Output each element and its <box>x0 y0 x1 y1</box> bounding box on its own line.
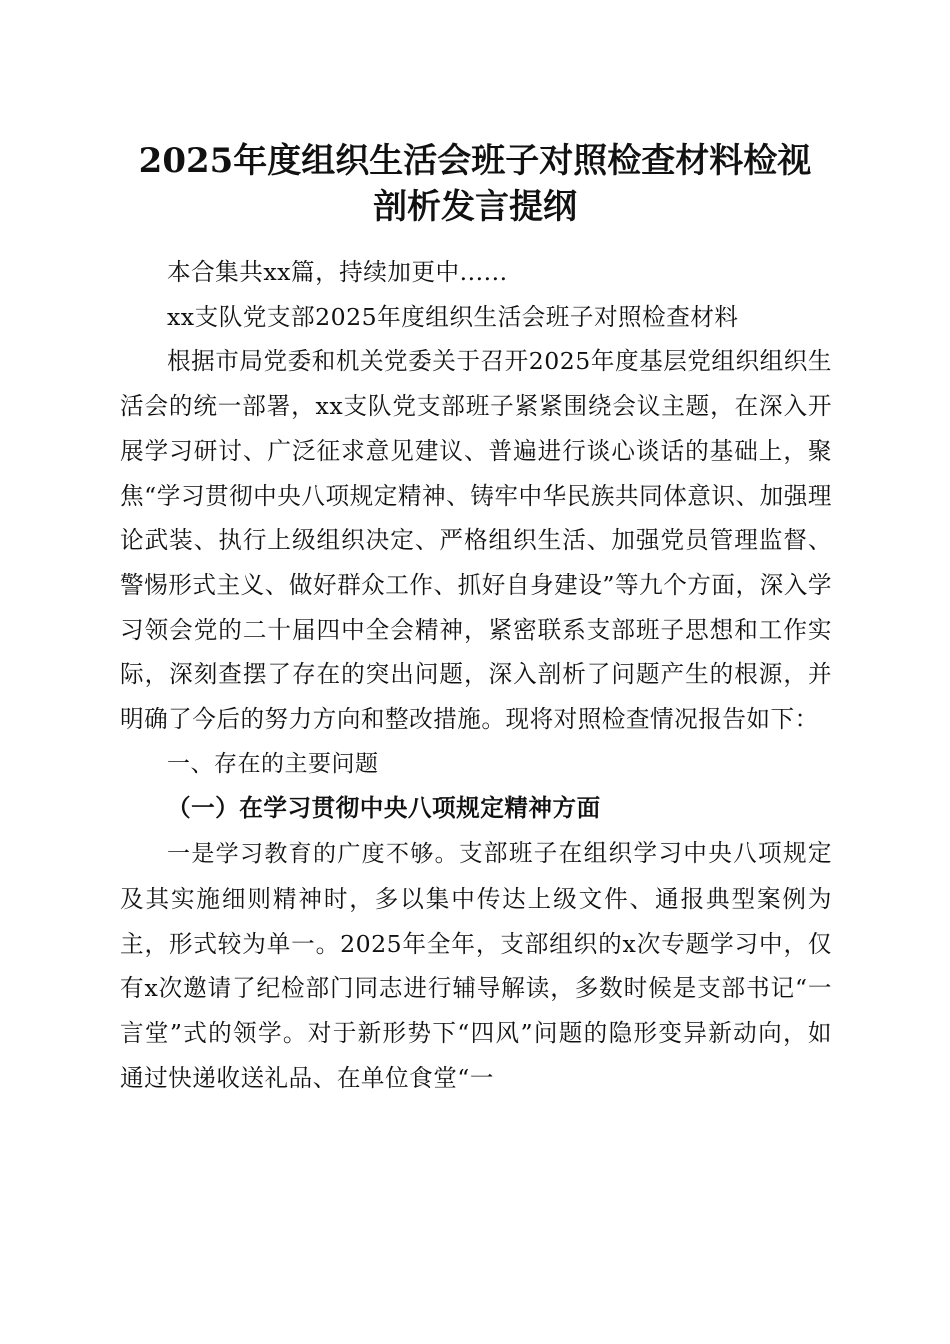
point-lead: 一是学习教育的广度不够。 <box>167 841 459 868</box>
intro-paragraph: 本合集共xx篇，持续加更中...... <box>167 258 508 286</box>
subsection-heading: （一）在学习贯彻中央八项规定精神方面 <box>167 794 601 823</box>
section-heading: 一、存在的主要问题 <box>167 750 379 777</box>
title-line-2: 剖析发言提纲 <box>373 187 577 227</box>
body-paragraph-1: 根据市局党委和机关党委关于召开2025年度基层党组织组织生活会的统一部署，xx支队党支部班子紧紧围绕会议主题，在深入开展学习研讨、广泛征求意见建议、普遍进行谈心谈话的基础上，聚焦“学习贯彻中央八项规定精神、铸牢中华民族共同体意识、加强理论武装、执行上级组织决定、严格组织生活、加强党员管理监督、警惕形式主义、做好群众工作、抓好自身建设”等九个方面，深入学习领会党的二十届四中全会精神，紧密联系支部班子思想和工作实际，深刻查摆了存在的突出问题，深入剖析了问题产生的根源，并明确了今后的努力方向和整改措施。现将对照检查情况报告如下： <box>120 347 832 734</box>
document-title <box>100 138 850 230</box>
title-line-1: 2025年度组织生活会班子对照检查材料检视 <box>138 141 812 181</box>
body-paragraph-2 <box>120 831 832 1100</box>
point-text: 支部班子在组织学习中央八项规定及其实施细则精神时，多以集中传达上级文件、通报典型案例为主，形式较为单一。2025年全年，支部组织的x次专题学习中，仅有x次邀请了纪检部门同志进行辅导解读，多数时候是支部书记“一言堂”式的领学。对于新形势下“四风”问题的隐形变异新动向，如通过快递收送礼品、在单位食堂“一 <box>120 839 833 1092</box>
subtitle-paragraph: xx支队党支部2025年度组织生活会班子对照检查材料 <box>167 302 739 331</box>
document-body <box>120 250 832 1100</box>
